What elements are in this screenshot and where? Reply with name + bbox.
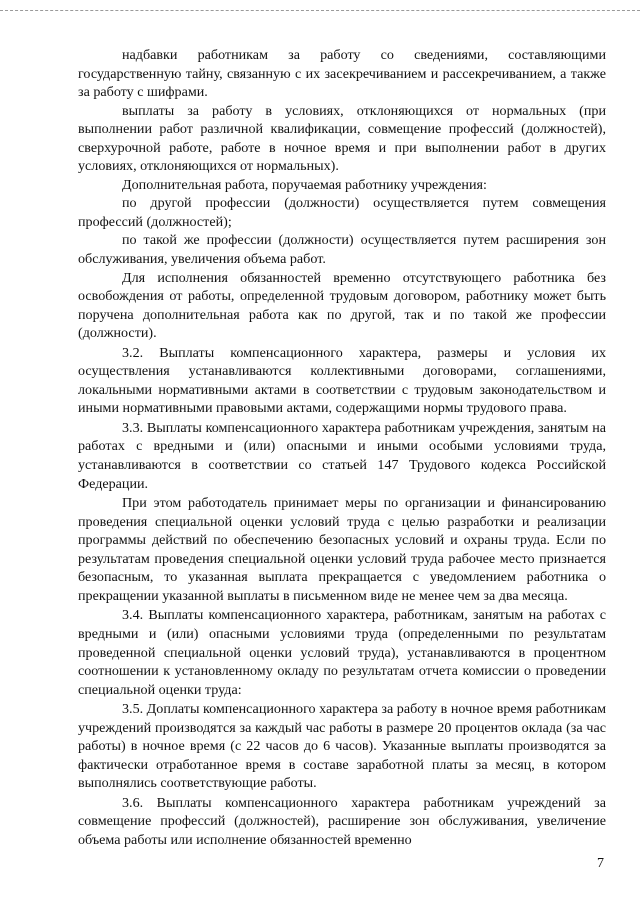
- paragraph-other-profession: по другой профессии (должности) осуществляется путем совмещения профессий (должностей);: [78, 195, 606, 230]
- scan-edge-rule: [0, 10, 640, 11]
- paragraph-absent-worker-duties: Для исполнения обязанностей временно отсутствующего работника без освобождения от работы, определенной трудовым договором, работнику может быть поручена дополнительная работа как по другой, так и по такой же профессии (должности).: [78, 269, 606, 342]
- paragraph-same-profession: по такой же профессии (должности) осуществляется путем расширения зон обслуживания, увеличения объема работ.: [78, 232, 606, 268]
- paragraph-section-3-4: 3.4. Выплаты компенсационного характера, работникам, занятым на работах с вредными и (или) опасными условиями труда (определенными по результатам проведенной специальной оценки условий труда), устанавливаются в процентном соотношении к установленному окладу по результатам отчета комиссии о проведении специальной оценки труда:: [78, 607, 606, 698]
- paragraph-allowance-secret-info: надбавки работникам за работу со сведениями, составляющими государственную тайну, связанную с их засекречиванием и рассекречиванием, а также за работу с шифрами.: [78, 47, 606, 101]
- page-number: 7: [597, 856, 604, 871]
- document-body: [78, 46, 606, 850]
- paragraph-section-3-5: 3.5. Доплаты компенсационного характера за работу в ночное время работникам учреждений производятся за каждый час работы в размере 20 процентов оклада (за час работы) в ночное время (с 22 часов до 6 часов). Указанные выплаты производятся за фактически отработанное время в составе заработной платы за месяц, в котором выполнялись соответствующие работы.: [78, 701, 606, 792]
- paragraph-abnormal-conditions: выплаты за работу в условиях, отклоняющихся от нормальных (при выполнении работ различной квалификации, совмещение профессий (должностей), сверхурочной работе, работе в ночное время и при выполнении работ в других условиях, отклоняющихся от нормальных).: [78, 102, 606, 175]
- paragraph-section-3-3: 3.3. Выплаты компенсационного характера работникам учреждения, занятым на работах с вредными и (или) опасными и иными особыми условиями труда, устанавливаются в соответствии со статьей 147 Трудового кодекса Российской Федерации.: [78, 419, 606, 492]
- paragraph-additional-work: Дополнительная работа, поручаемая работнику учреждения:: [122, 176, 487, 193]
- paragraph-section-3-6: 3.6. Выплаты компенсационного характера работникам учреждений за совмещение профессий (должностей), расширение зон обслуживания, увеличение объема работы или исполнение обязанностей временно: [78, 794, 606, 848]
- paragraph-section-3-2: 3.2. Выплаты компенсационного характера, размеры и условия их осуществления устанавливаются коллективными договорами, соглашениями, локальными нормативными актами в соответствии с трудовым законодательством и иными нормативными правовыми актами, содержащими нормы трудового права.: [78, 344, 606, 417]
- paragraph-special-assessment: При этом работодатель принимает меры по организации и финансированию проведения специальной оценки условий труда с целью разработки и реализации программы действий по обеспечению безопасных условий и охраны труда. Если по результатам проведения специальной оценки условий труда рабочее место признается безопасным, то указанная выплата прекращается с уведомлением работника о прекращении указанной выплаты в письменном виде не менее чем за два месяца.: [78, 495, 606, 604]
